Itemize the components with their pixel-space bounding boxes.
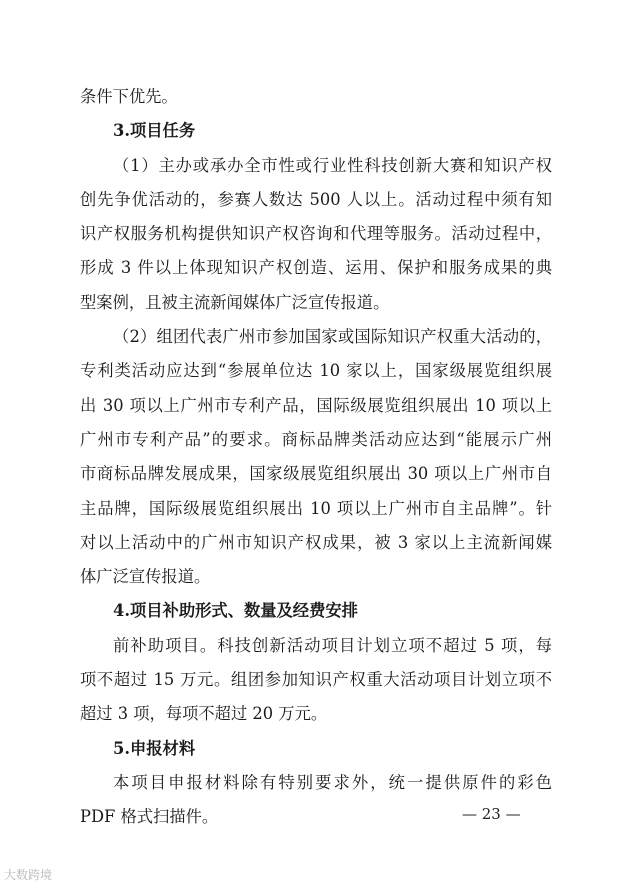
paragraph-line: 出 30 项以上广州市专利产品，国际级展览组织展出 10 项以上 [80,395,552,415]
paragraph-line: 体广泛宣传报道。 [80,567,211,587]
watermark-text: 大数跨境 [4,868,53,882]
paragraph-line: 型案例，且被主流新闻媒体广泛宣传报道。 [80,292,390,312]
paragraph-first-line: （1）主办或承办全市性或行业性科技创新大赛和知识产权 [113,155,552,175]
document-body [80,80,552,835]
paragraph-line: 主品牌，国际级展览组织展出 10 项以上广州市自主品牌”。针 [80,498,552,518]
paragraph-line: 形成 3 件以上体现知识产权创造、运用、保护和服务成果的典 [80,258,552,278]
paragraph-line: 对以上活动中的广州市知识产权成果，被 3 家以上主流新闻媒 [80,532,552,552]
section-heading: 5.申报材料 [113,738,196,758]
paragraph-line: 广州市专利产品”的要求。商标品牌类活动应达到“能展示广州 [80,429,552,449]
paragraph-line: 创先争优活动的，参赛人数达 500 人以上。活动过程中须有知 [80,189,552,209]
paragraph-first-line: 前补助项目。科技创新活动项目计划立项不超过 5 项，每 [113,635,552,655]
paragraph-line: 超过 3 项，每项不超过 20 万元。 [80,704,328,724]
paragraph-line: 识产权服务机构提供知识产权咨询和代理等服务。活动过程中， [80,224,552,244]
page-number: — 23 — [462,805,521,823]
section-heading: 3.项目任务 [113,121,196,141]
paragraph-line: 条件下优先。 [80,87,178,106]
paragraph-line: PDF 格式扫描件。 [80,807,219,827]
paragraph-line: 项不超过 15 万元。组团参加知识产权重大活动项目计划立项不 [80,670,552,690]
paragraph-first-line: （2）组团代表广州市参加国家或国际知识产权重大活动的， [113,327,552,347]
paragraph-first-line: 本项目申报材料除有特别要求外，统一提供原件的彩色 [113,772,552,792]
section-heading: 4.项目补助形式、数量及经费安排 [113,601,358,621]
paragraph-line: 市商标品牌发展成果，国家级展览组织展出 30 项以上广州市自 [80,464,552,484]
paragraph-line: 专利类活动应达到“参展单位达 10 家以上，国家级展览组织展 [80,361,552,381]
